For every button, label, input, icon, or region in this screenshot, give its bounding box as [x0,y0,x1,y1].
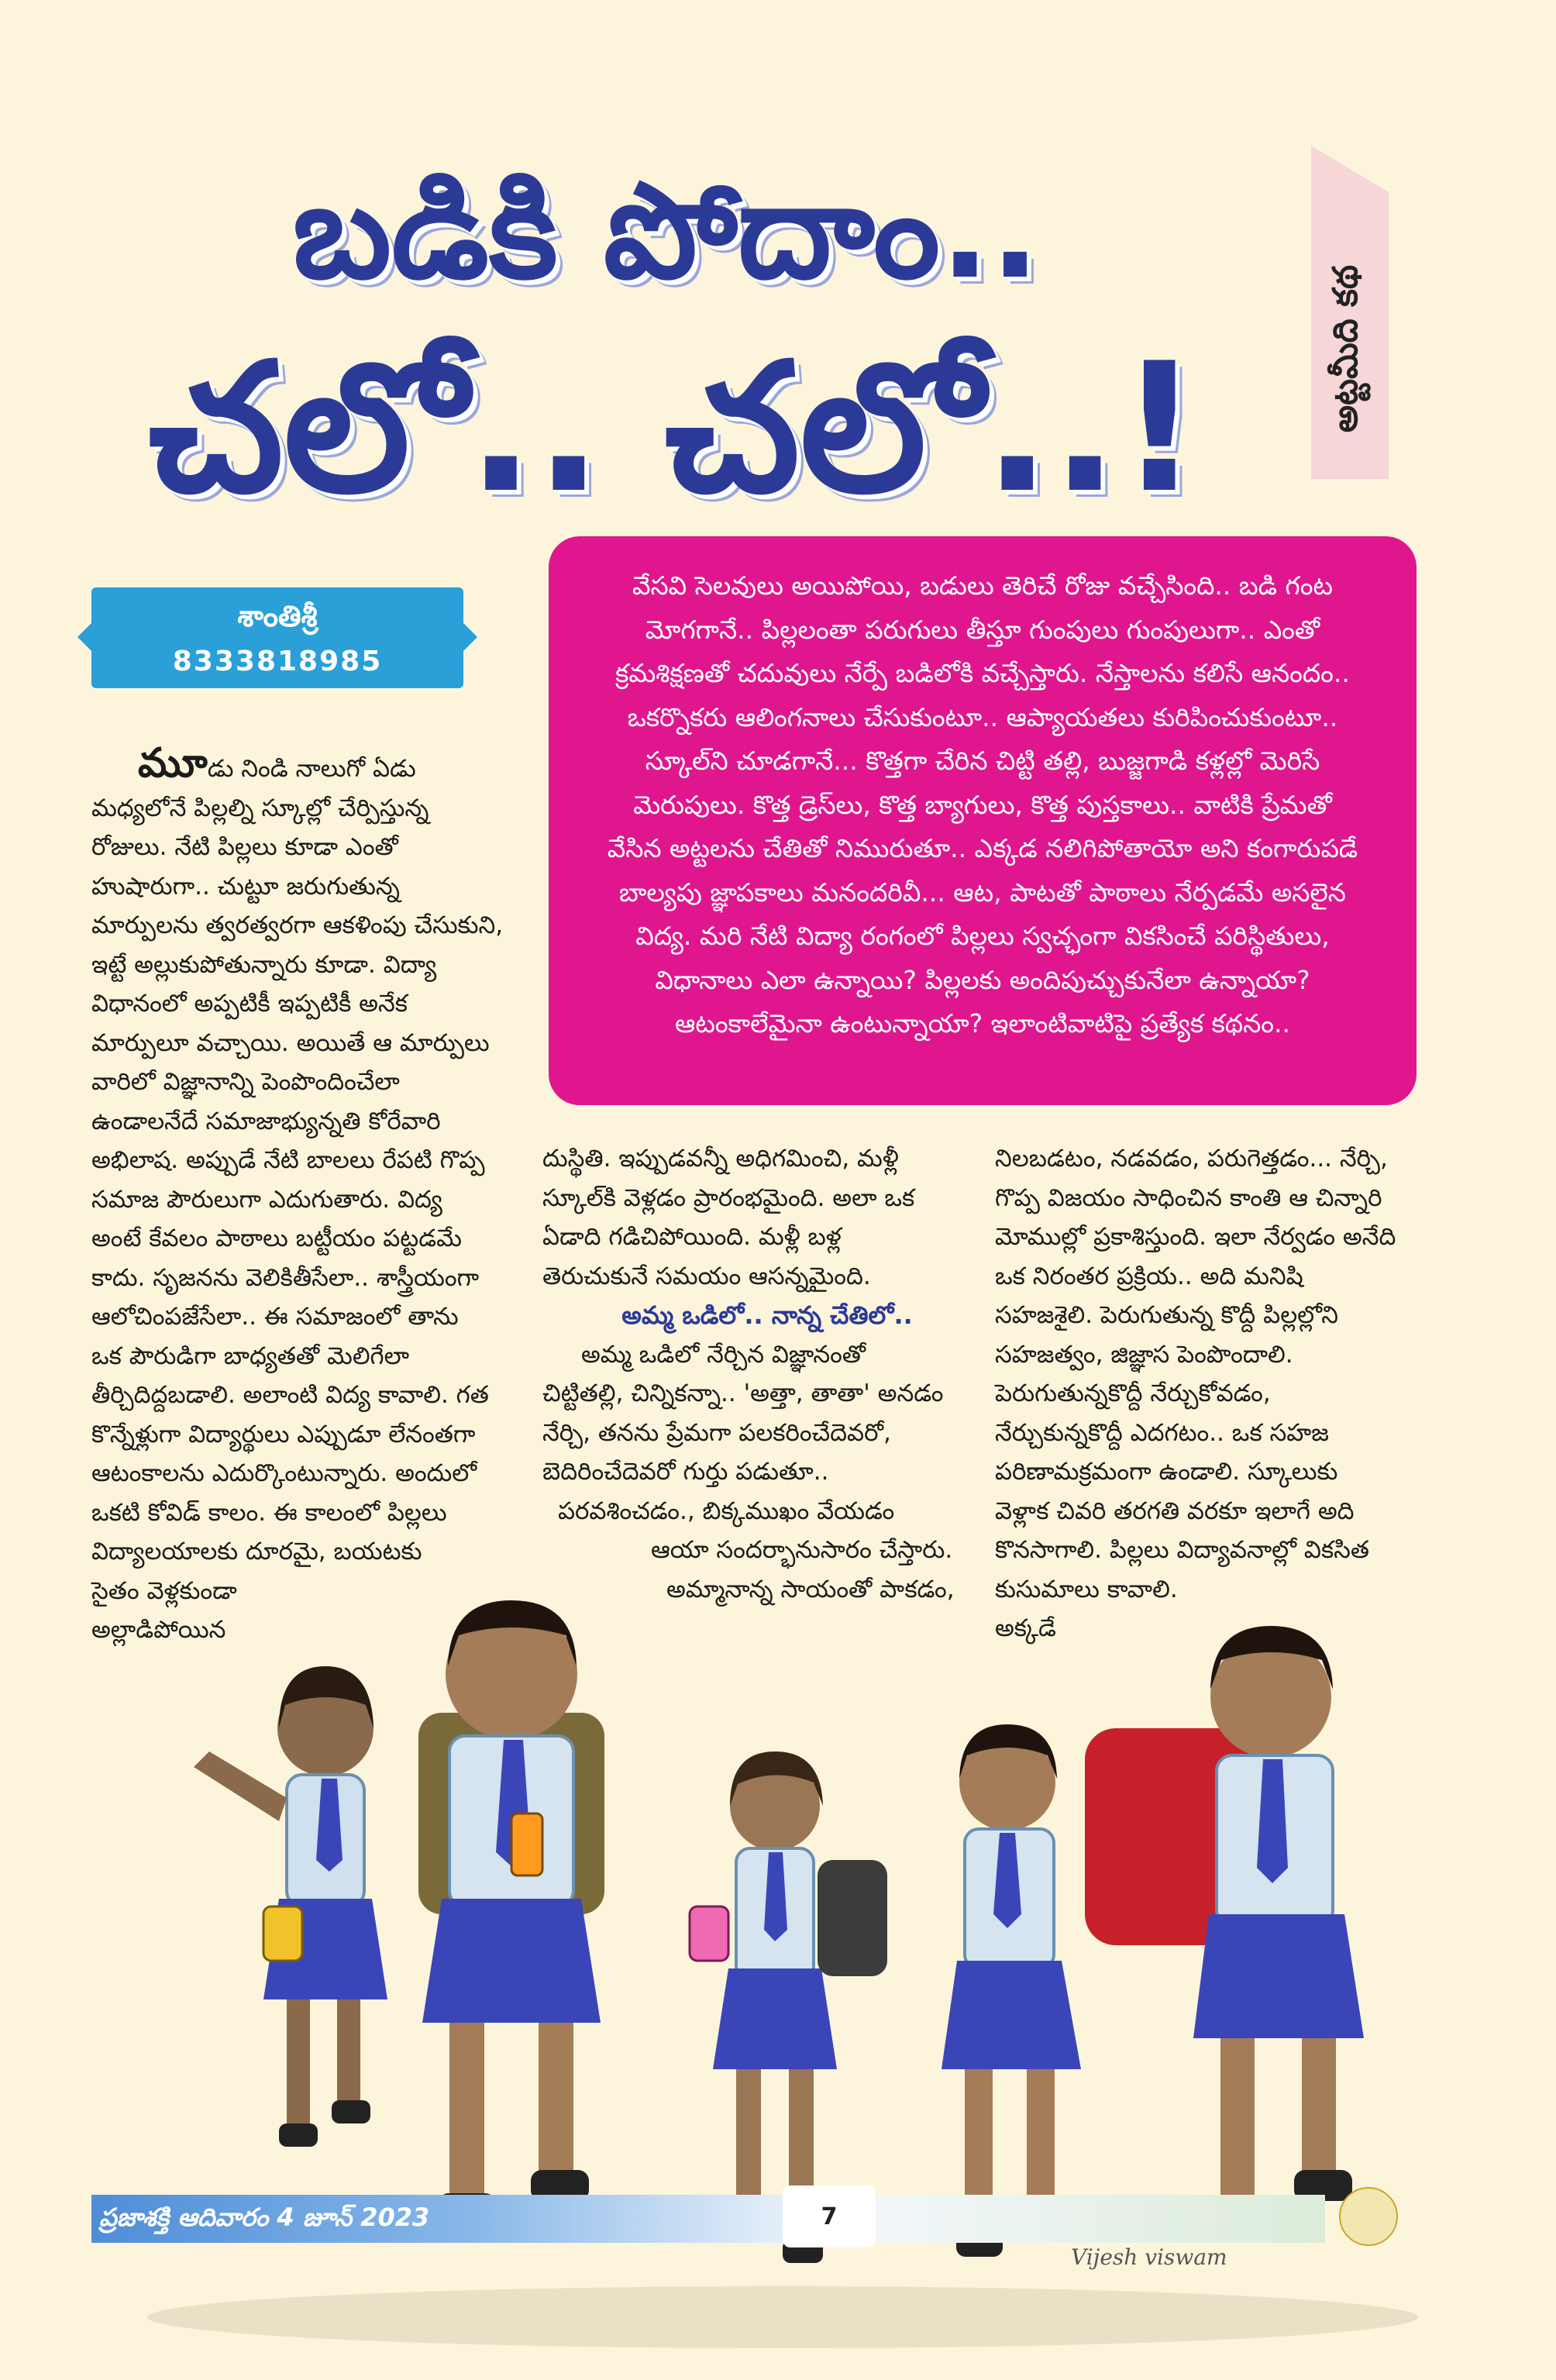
column-line: బెదిరించేదెవరో గుర్తు పడుతూ.. [542,1458,829,1486]
publication-logo-icon [1339,2187,1398,2246]
column-line: ఇట్టే అల్లుకుపోతున్నారు కూడా. విద్యా [91,950,437,979]
column-line: తెరుచుకునే సమయం ఆసన్నమైంది. [542,1262,871,1290]
column-line: వెళ్లాక చివరి తరగతి వరకూ ఇలాగే అది [995,1497,1355,1525]
column-line: అల్లాడిపోయిన [91,1616,226,1644]
column-line: కొనసాగాలి. పిల్లలు విద్యావనాల్లో వికసిత [995,1536,1370,1564]
column-line: అమ్మానాన్న సాయంతో పాకడం, [666,1575,955,1603]
footer-band-right [860,2195,1325,2243]
author-phone: 8333818985 [172,645,383,677]
column-line: అభిలాష. అప్పుడే నేటి బాలలు రేపటి గొప్ప [91,1146,485,1174]
page-title-line2: చలో.. చలో..! [148,325,1200,532]
child-figure [942,1724,1081,2257]
intro-line: విద్య. మరి నేటి విద్యా రంగంలో పిల్లలు స్వచ్ఛంగా వికసించే పరిస్థితులు, [635,921,1330,951]
column-line: దుస్థితి. ఇప్పుడవన్నీ అధిగమించి, మళ్లీ [542,1145,899,1173]
intro-line: స్కూల్‌ని చూడగానే... కొత్తగా చేరిన చిట్టి తల్లి, బుజ్జగాడి కళ్లల్లో మెరిసే [645,746,1320,776]
column-line: చిట్టితల్లి, చిన్నికన్నా.. 'అత్తా, తాతా' అనడం [542,1379,944,1407]
intro-line: విధానాలు ఎలా ఉన్నాయి? పిల్లలకు అందిపుచ్చుకునేలా ఉన్నాయా? [655,964,1310,995]
column-line: సహజశైలి. పెరుగుతున్న కొద్దీ పిల్లల్లోని [995,1301,1339,1329]
column-line: మధ్యలోనే పిల్లల్ని స్కూల్లో చేర్పిస్తున్న [91,794,429,822]
intro-box [549,536,1417,1105]
author-box-arrow-left [77,623,91,651]
intro-line: ఒకర్నొకరు ఆలింగనాలు చేసుకుంటూ.. ఆప్యాయతలు కురిపించుకుంటూ.. [627,701,1338,732]
page-title-line1: బడికి పోదాం.. [292,155,1041,308]
column-line [91,740,541,789]
section-tag [1311,232,1389,465]
page-number: 7 [783,2185,876,2247]
author-name: శాంతిశ్రీ [237,598,318,633]
column-line: సైతం వెళ్లకుండా [91,1576,237,1605]
column-line: అమ్మ ఒడిలో నేర్చిన విజ్ఞానంతో [581,1340,866,1369]
intro-line: వేసవి సెలవులు అయిపోయి, బడులు తెరిచే రోజు వచ్చేసింది.. బడి గంట [632,570,1333,601]
column-line: పరిణామక్రమంగా ఉండాలి. స్కూలుకు [995,1458,1338,1486]
ribbon-fold [1311,146,1389,192]
column-line: ఒక నిరంతర ప్రక్రియ.. అది మనిషి [995,1262,1303,1290]
intro-line: క్రమశిక్షణతో చదువులు నేర్పే బడిలోకి వచ్చేస్తారు. నేస్తాలను కలిసే ఆనందం.. [615,658,1350,688]
intro-line: వేసిన అట్టలను చేతితో నిమురుతూ.. ఎక్కడ నలిగిపోతాయో అని కంగారుపడే [607,833,1358,863]
column-line: ఆయా సందర్భానుసారం చేస్తారు. [651,1536,953,1564]
column-line: నిలబడటం, నడవడం, పరుగెత్తడం... నేర్చి, [995,1145,1388,1173]
section-subheading: అమ్మ ఒడిలో.. నాన్న చేతిలో.. [621,1300,913,1330]
footer-publication: ప్రజాశక్తి ఆదివారం 4 జూన్ 2023 [99,2203,430,2232]
column-line: హుషారుగా.. చుట్టూ జరుగుతున్న [91,872,400,901]
artist-signature: Vijesh viswam [1071,2244,1227,2270]
column-line: కాదు. సృజనను వెలికితీసేలా.. శాస్త్రీయంగా [91,1263,480,1292]
column-line: అక్కడే [995,1614,1056,1642]
column-line: అంటే కేవలం పాఠాలు బట్టీయం పట్టడమే [91,1224,462,1252]
column-line: కొన్నేళ్లుగా విద్యార్థులు ఎప్పుడూ లేనంతగా [91,1420,476,1448]
intro-line: మోగగానే.. పిల్లలంతా పరుగులు తీస్తూ గుంపులు గుంపులుగా.. ఎంతో [645,614,1320,645]
section-tag-label: అట్టమీది కథ [1326,264,1366,433]
column-line: గొప్ప విజయం సాధించిన కాంతి ఆ చిన్నారి [995,1183,1382,1212]
author-box [91,587,463,688]
column-line: ఏడాది గడిచిపోయింది. మళ్లీ బళ్ల [542,1223,842,1251]
column-line: నేర్చుకున్నకొద్దీ ఎదగటం.. ఒక సహజ [995,1418,1329,1447]
child-figure [418,1600,604,2224]
column-line: విద్యాలయాలకు దూరమై, బయటకు [91,1538,422,1565]
column-line: కుసుమాలు కావాలి. [995,1575,1178,1603]
column-line: ఉండాలనేదే సమాజాభ్యున్నతి కోరేవారి [91,1107,441,1135]
column-line: విధానంలో అప్పటికీ ఇప్పటికీ అనేక [91,990,408,1018]
column-line: సమాజ పౌరులుగా ఎదుగుతారు. విద్య [91,1185,442,1214]
column-line: రోజులు. నేటి పిల్లలు కూడా ఎంతో [91,833,398,861]
column-line: నేర్చి, తనను ప్రేమగా పలకరించేదెవరో, [542,1418,891,1447]
column-line: తీర్చిదిద్దబడాలి. అలాంటి విద్య కావాలి. గత [91,1381,489,1409]
column-line: పెరుగుతున్నకొద్దీ నేర్చుకోవడం, [995,1379,1271,1407]
column-line: మోముల్లో ప్రకాశిస్తుంది. ఇలా నేర్వడం అనేది [995,1223,1396,1251]
column-line-text: డు నిండి నాలుగో ఏడు [207,755,416,783]
intro-line: బాల్యపు జ్ఞాపకాలు మనందరివీ... ఆట, పాటతో పాఠాలు నేర్పడమే అసలైన [619,877,1346,908]
column-line: పరవశించడం., బిక్కముఖం వేయడం [558,1497,895,1525]
intro-line: మెరుపులు. కొత్త డ్రెస్‌లు, కొత్త బ్యాగులు, కొత్త పుస్తకాలు.. వాటికి ప్రేమతో [633,789,1332,820]
author-box-arrow-right [463,623,477,651]
column-line: ఆలోచింపజేసేలా.. ఈ సమాజంలో తాను [91,1303,459,1331]
column-line: స్కూల్‌కి వెళ్లడం ప్రారంభమైంది. అలా ఒక [542,1183,915,1212]
column-line: సహజత్వం, జిజ్ఞాస పెంపొందాలి. [995,1340,1293,1369]
intro-line: ఆటంకాలేమైనా ఉంటున్నాయా? ఇలాంటివాటిపై ప్రత్యేక కథనం.. [675,1008,1290,1038]
dropcap: మూ [138,740,208,787]
column-line: మార్పులను త్వరత్వరగా ఆకళింపు చేసుకుని, [91,911,504,939]
column-line: ఒకటి కోవిడ్ కాలం. ఈ కాలంలో పిల్లలు [91,1498,447,1527]
column-line: ఆటంకాలను ఎదుర్కొంటున్నారు. అందులో [91,1459,477,1487]
child-figure [1085,1626,1364,2240]
child-figure [194,1666,387,2147]
column-line: మార్పులూ వచ్చాయి. అయితే ఆ మార్పులు [91,1028,490,1057]
column-line: వారిలో విజ్ఞానాన్ని పెంపొందించేలా [91,1068,400,1096]
column-line: ఒక పౌరుడిగా బాధ్యతతో మెలిగేలా [91,1342,410,1370]
